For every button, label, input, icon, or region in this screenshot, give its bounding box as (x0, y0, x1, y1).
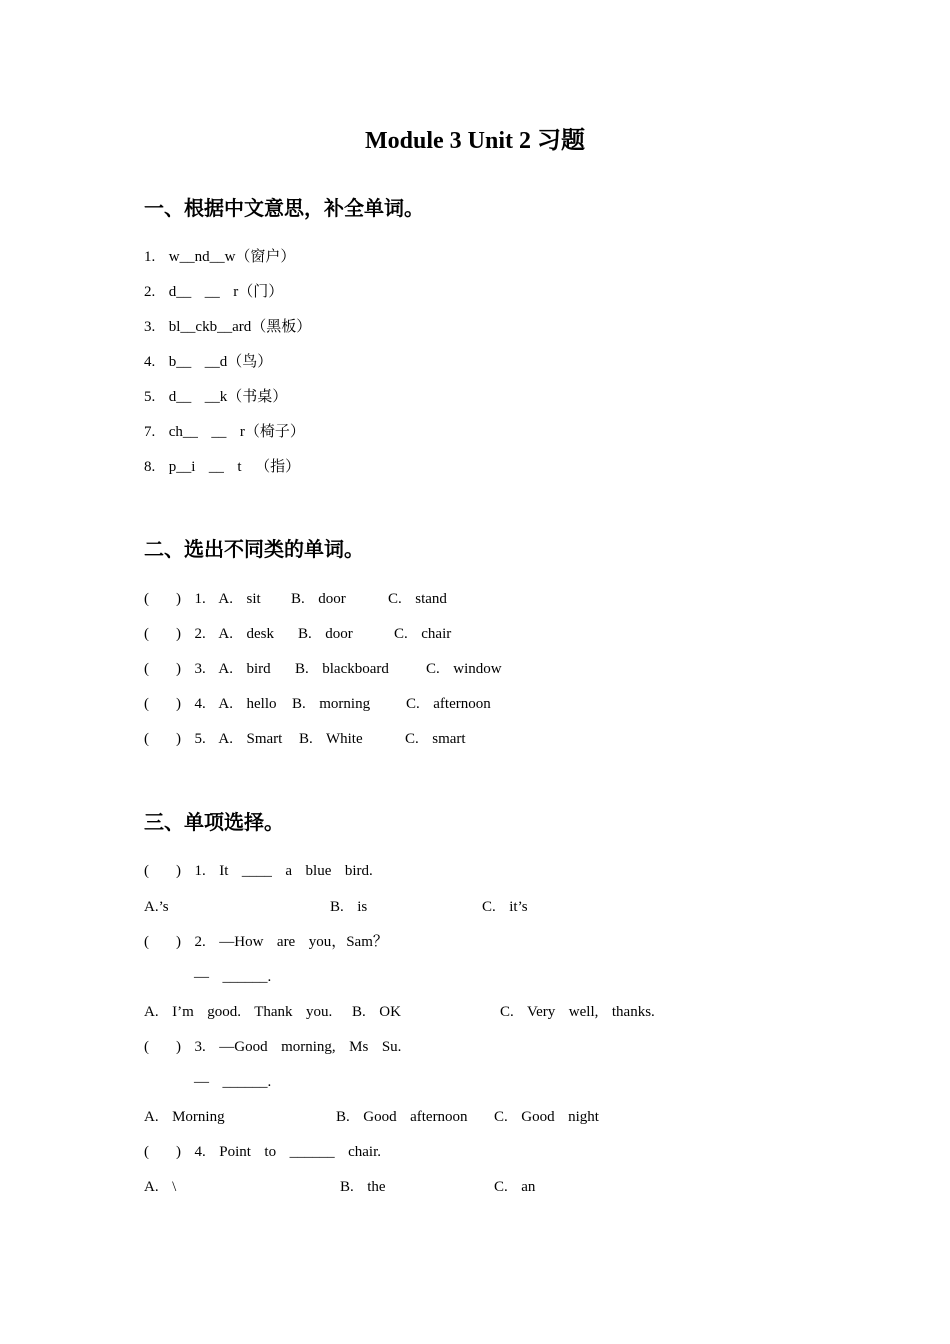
option-c: C. afternoon (406, 696, 491, 712)
choice-question-stem: ( ) 1. It ____ a blue bird. (144, 863, 373, 879)
odd-one-out-question: ( ) 5. A. Smart (144, 731, 283, 747)
option-a: A. I’m good. Thank you. (144, 1004, 333, 1020)
answer-blank: — ______. (194, 969, 272, 985)
fill-word-item: 7. ch__ __ r（椅子） (144, 424, 305, 440)
option-b: B. door (291, 591, 346, 607)
page-title: Module 3 Unit 2 习题 (364, 128, 585, 154)
odd-one-out-question: ( ) 3. A. bird (144, 661, 271, 677)
fill-word-item: 4. b__ __d（鸟） (144, 354, 273, 370)
answer-blank: — ______. (194, 1074, 272, 1090)
odd-one-out-question: ( ) 1. A. sit (144, 591, 261, 607)
option-b: B. is (330, 899, 368, 915)
option-a: A.’s (144, 899, 169, 915)
fill-word-item: 8. p__i __ t （指） (144, 459, 301, 475)
choice-question-stem: ( ) 3. —Good morning, Ms Su. (144, 1039, 402, 1055)
fill-word-item: 2. d__ __ r（门） (144, 284, 284, 300)
odd-one-out-question: ( ) 2. A. desk (144, 626, 274, 642)
option-c: C. an (494, 1179, 536, 1195)
option-b: B. the (340, 1179, 386, 1195)
fill-word-item: 5. d__ __k（书桌） (144, 389, 288, 405)
option-c: C. it’s (482, 899, 528, 915)
fill-word-item: 1. w__nd__w（窗户） (144, 249, 296, 265)
option-c: C. Good night (494, 1109, 599, 1125)
option-c: C. smart (405, 731, 466, 747)
section-3-heading: 三、单项选择。 (144, 812, 284, 834)
odd-one-out-question: ( ) 4. A. hello (144, 696, 277, 712)
choice-question-stem: ( ) 2. —How are you，Sam？ (144, 934, 388, 950)
option-c: C. chair (394, 626, 452, 642)
option-b: B. White (299, 731, 363, 747)
option-a: A. \ (144, 1179, 177, 1195)
section-2-heading: 二、选出不同类的单词。 (144, 539, 364, 561)
option-c: C. stand (388, 591, 447, 607)
option-b: B. morning (292, 696, 371, 712)
option-a: A. Morning (144, 1109, 225, 1125)
option-c: C. Very well, thanks. (500, 1004, 655, 1020)
option-b: B. Good afternoon (336, 1109, 468, 1125)
option-b: B. door (298, 626, 353, 642)
option-b: B. blackboard (295, 661, 389, 677)
fill-word-item: 3. bl__ckb__ard（黑板） (144, 319, 312, 335)
section-1-heading: 一、根据中文意思，补全单词。 (144, 198, 424, 220)
option-c: C. window (426, 661, 502, 677)
choice-question-stem: ( ) 4. Point to ______ chair. (144, 1144, 381, 1160)
option-b: B. OK (352, 1004, 401, 1020)
